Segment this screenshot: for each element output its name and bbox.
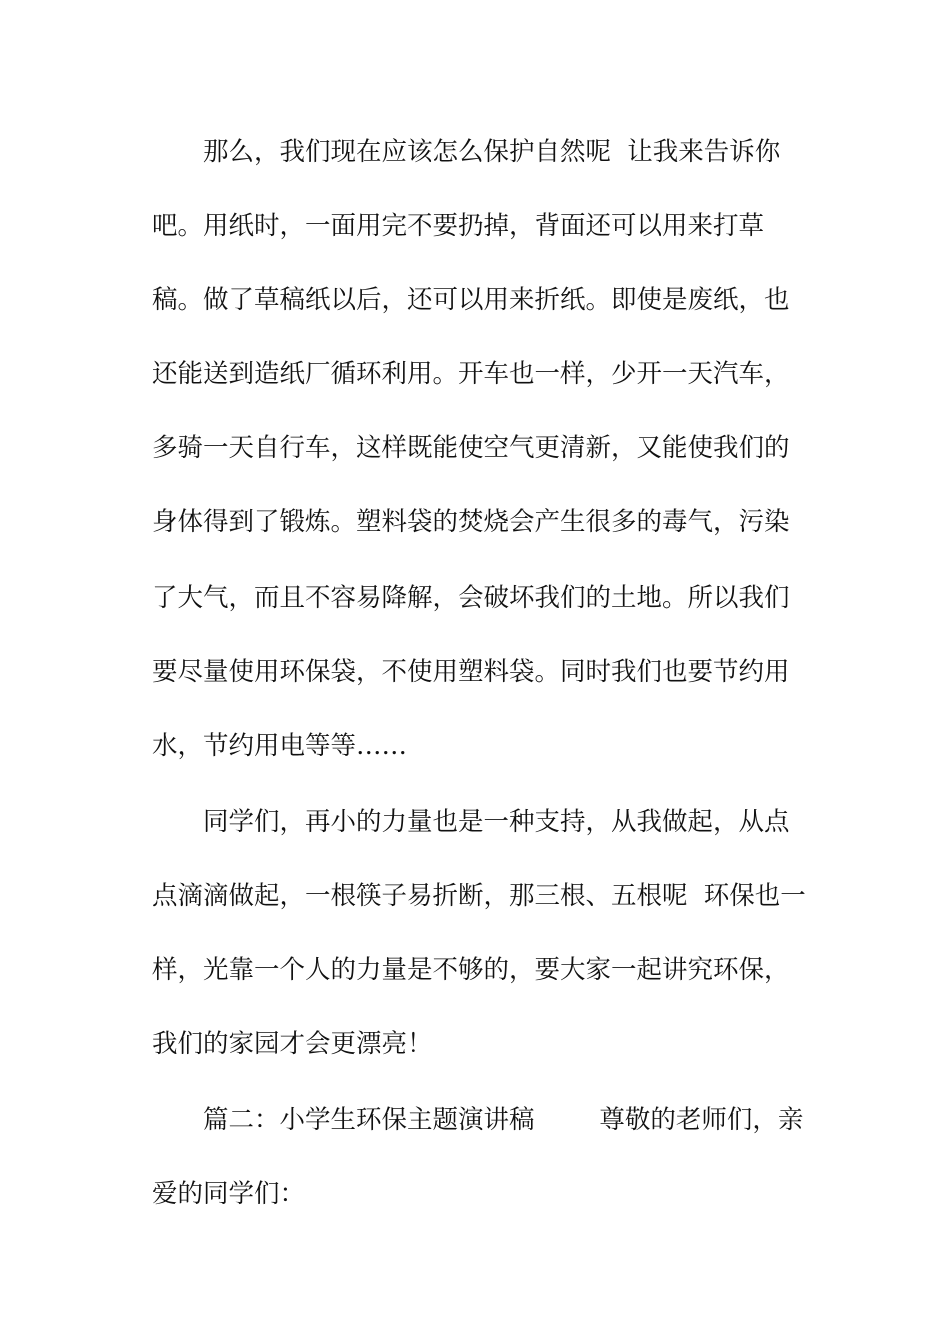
paragraph-1-line-7: 了大气，而且不容易降解，会破坏我们的土地。所以我们 [152,583,790,613]
paragraph-1-line-3: 稿。做了草稿纸以后，还可以用来折纸。即使是废纸，也 [152,285,790,315]
paragraph-1-line-5: 多骑一天自行车，这样既能使空气更清新，又能使我们的 [152,433,790,463]
paragraph-1-line-9: 水，节约用电等等…… [152,731,408,761]
paragraph-1-line-6: 身体得到了锻炼。塑料袋的焚烧会产生很多的毒气，污染 [152,507,790,537]
paragraph-2-line-1: 同学们，再小的力量也是一种支持，从我做起，从点 [203,807,790,837]
paragraph-1-line-4: 还能送到造纸厂循环利用。开车也一样，少开一天汽车， [152,359,790,389]
paragraph-2-line-2: 点滴滴做起，一根筷子易折断，那三根、五根呢 环保也一 [152,881,806,911]
paragraph-2-line-4: 我们的家园才会更漂亮！ [152,1029,433,1059]
paragraph-2-line-3: 样，光靠一个人的力量是不够的，要大家一起讲究环保， [152,955,790,985]
paragraph-1-line-2: 吧。用纸时，一面用完不要扔掉，背面还可以用来打草 [152,211,765,241]
section-heading-line-1: 篇二：小学生环保主题演讲稿 尊敬的老师们，亲 [203,1105,804,1135]
paragraph-1-line-1: 那么，我们现在应该怎么保护自然呢 让我来告诉你 [203,137,781,167]
paragraph-1-line-8: 要尽量使用环保袋，不使用塑料袋。同时我们也要节约用 [152,657,790,687]
section-heading-line-2: 爱的同学们： [152,1179,306,1209]
